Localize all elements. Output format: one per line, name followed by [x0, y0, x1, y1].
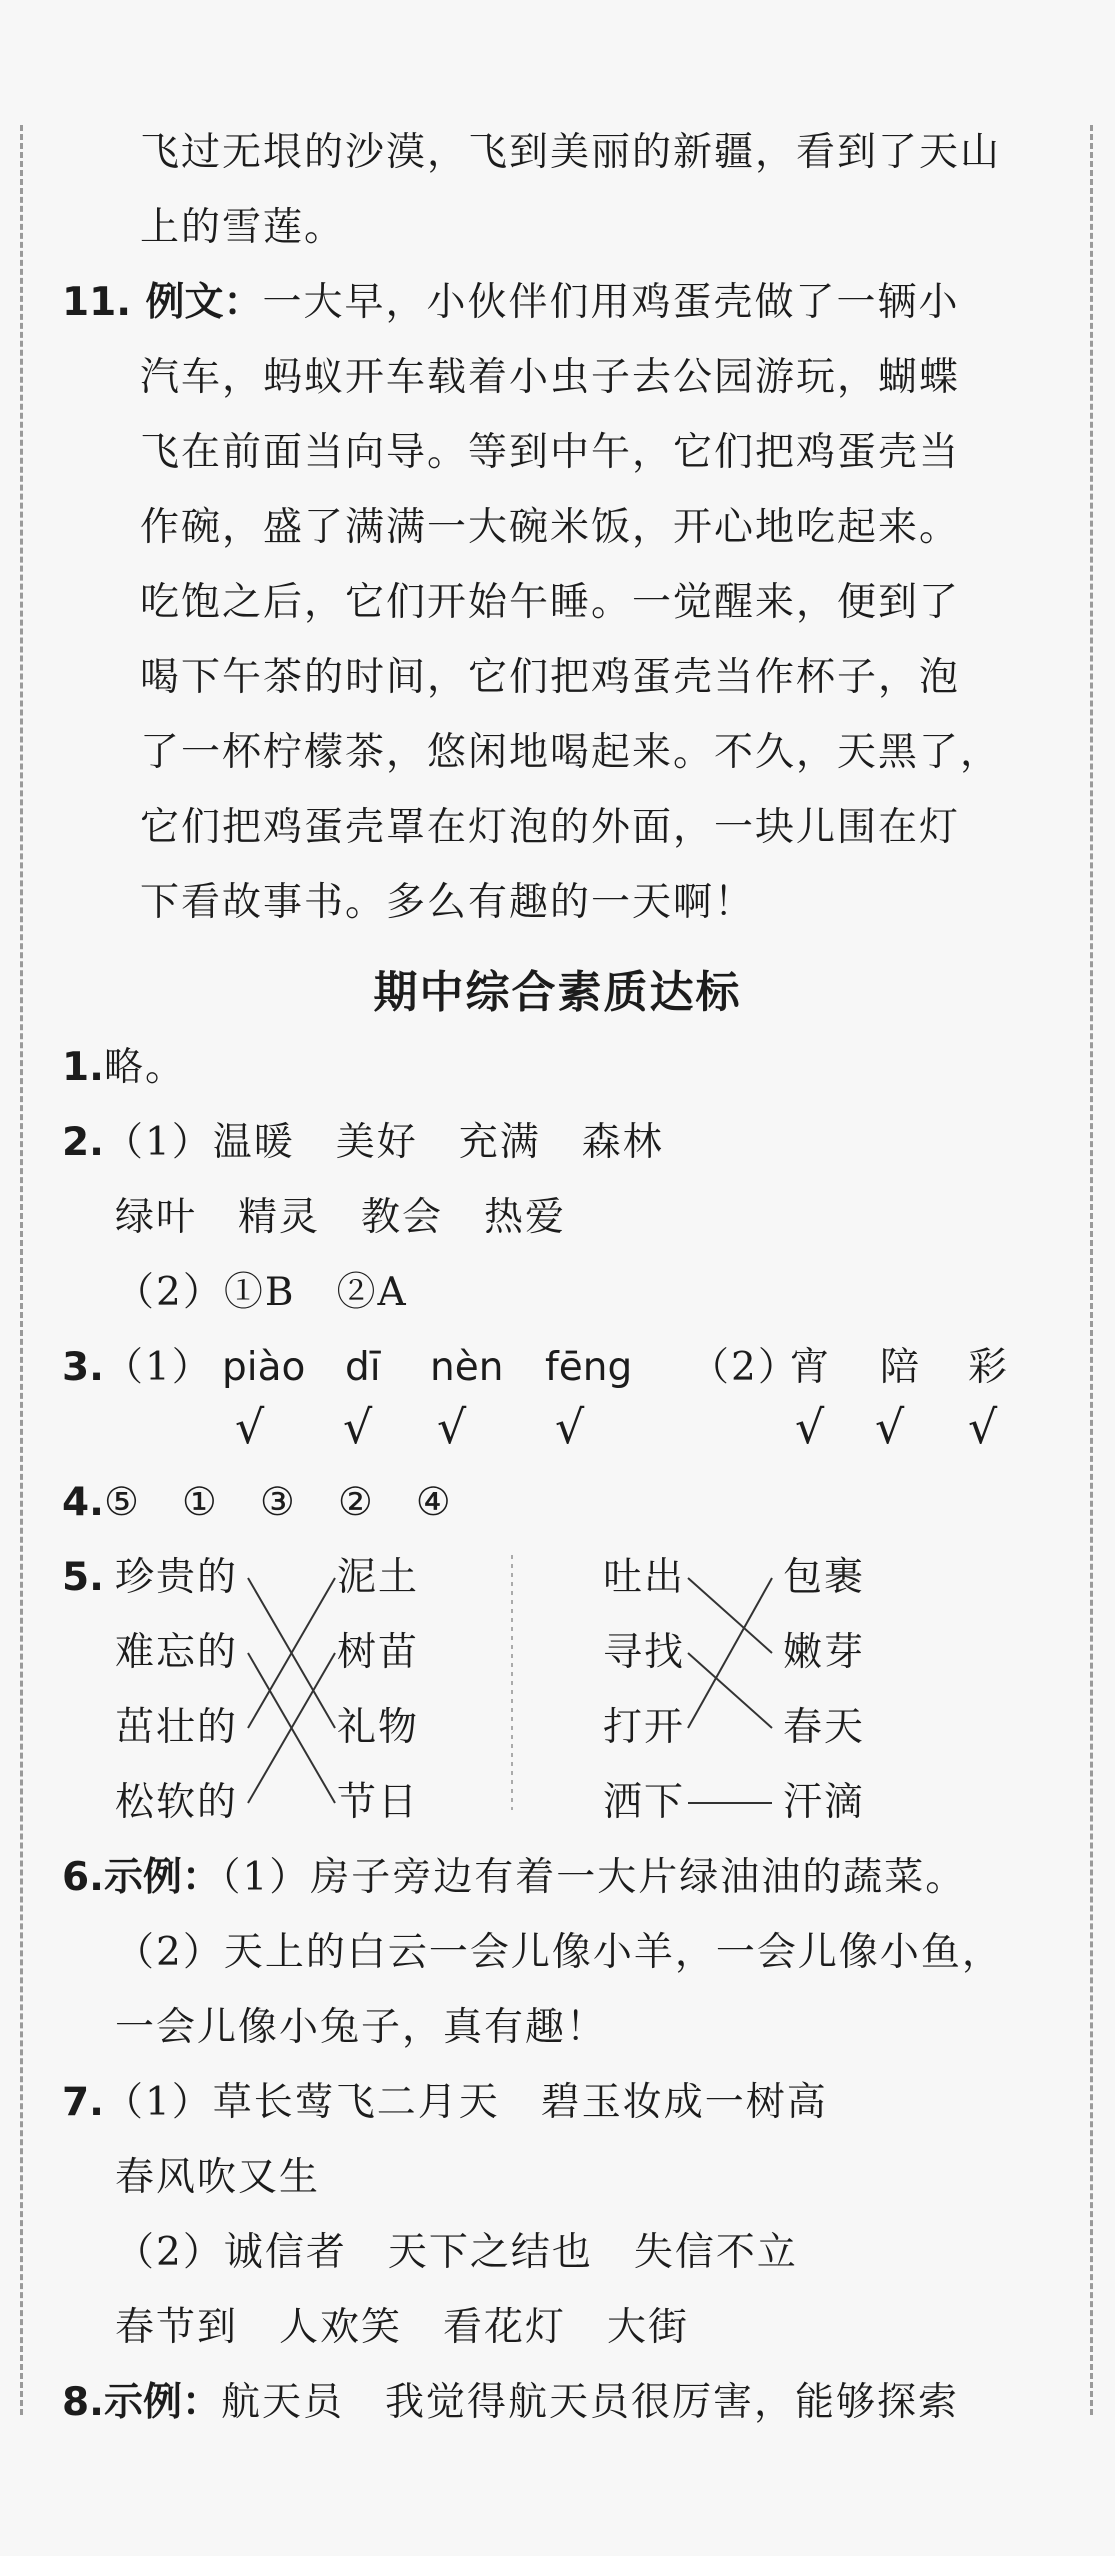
q8-number: 8.	[62, 2380, 104, 2425]
q6-number: 6.	[62, 1855, 104, 1900]
check-mark: √	[235, 1400, 265, 1454]
q4-number: 4.	[62, 1480, 104, 1525]
q11-line-3: 飞在前面当向导。等到中午，它们把鸡蛋壳当	[140, 430, 961, 475]
q2-line-3: （2）①B ②A	[115, 1270, 408, 1315]
q2-text-1: （1）温暖 美好 充满 森林	[103, 1120, 664, 1165]
q6-line-2: （2）天上的白云一会儿像小羊，一会儿像小鱼，	[115, 1930, 1003, 1975]
match-right2-2: 嫩芽	[783, 1630, 866, 1675]
q3-pinyin-2: dī	[345, 1345, 381, 1390]
check-mark: √	[795, 1400, 825, 1454]
q3-pinyin-4: fēng	[545, 1345, 633, 1390]
q3-part2: （2）	[690, 1345, 799, 1390]
q3-char-2: 陪	[880, 1345, 922, 1390]
q11-label: 例文：	[145, 280, 263, 325]
check-mark: √	[968, 1400, 998, 1454]
q5-number: 5.	[62, 1555, 104, 1600]
q11-text-1: 一大早，小伙伴们用鸡蛋壳做了一辆小	[262, 280, 960, 325]
match-left2-4: 洒下	[603, 1780, 686, 1825]
q3-number: 3.	[62, 1345, 104, 1390]
q11-line-4: 作碗，盛了满满一大碗米饭，开心地吃起来。	[140, 505, 961, 550]
match-right2-4: 汗滴	[783, 1780, 866, 1825]
match-line	[688, 1578, 772, 1653]
match-left-1: 珍贵的	[115, 1555, 239, 1600]
q6-line-1	[62, 1853, 966, 1903]
match-right-2: 树苗	[337, 1630, 420, 1675]
section-title: 期中综合素质达标	[373, 967, 742, 1018]
match-left2-1: 吐出	[603, 1555, 686, 1600]
q11-line-8: 它们把鸡蛋壳罩在灯泡的外面，一块儿围在灯	[140, 805, 961, 850]
match-right-3: 礼物	[337, 1705, 420, 1750]
q1-text: 略。	[103, 1045, 186, 1090]
q3-pinyin-1: piào	[222, 1345, 306, 1390]
q3-char-1: 宵	[790, 1345, 832, 1390]
q7-line-4: 春节到 人欢笑 看花灯 大街	[115, 2305, 690, 2350]
check-mark: √	[875, 1400, 905, 1454]
q8-line-1	[62, 2378, 959, 2428]
match-right2-1: 包裹	[783, 1555, 866, 1600]
match-line	[688, 1653, 772, 1728]
match-left-3: 茁壮的	[115, 1705, 239, 1750]
q7-text-1: （1）草长莺飞二月天 碧玉妆成一树高	[103, 2080, 828, 2125]
q8-label: 示例：	[103, 2380, 221, 2425]
continuation-line-2: 上的雪莲。	[140, 205, 346, 250]
q11-line-2: 汽车，蚂蚁开车载着小虫子去公园游玩，蝴蝶	[140, 355, 961, 400]
match-right-4: 节日	[337, 1780, 420, 1825]
q1-number: 1.	[62, 1045, 104, 1090]
match-line	[688, 1578, 772, 1728]
match-left-2: 难忘的	[115, 1630, 239, 1675]
q7-line-1	[62, 2078, 828, 2128]
q6-line-3: 一会儿像小兔子，真有趣！	[115, 2005, 608, 2050]
q11-line-6: 喝下午茶的时间，它们把鸡蛋壳当作杯子，泡	[140, 655, 961, 700]
q7-line-2: 春风吹又生	[115, 2155, 321, 2200]
q8-text: 航天员 我觉得航天员很厉害，能够探索	[220, 2380, 959, 2425]
q11-line-5: 吃饱之后，它们开始午睡。一觉醒来，便到了	[140, 580, 961, 625]
match-left2-3: 打开	[603, 1705, 686, 1750]
match-right2-3: 春天	[783, 1705, 866, 1750]
check-mark: √	[555, 1400, 585, 1454]
match-right-1: 泥土	[337, 1555, 420, 1600]
q4-text: ⑤ ① ③ ② ④	[103, 1480, 453, 1525]
check-mark: √	[343, 1400, 373, 1454]
q3-char-3: 彩	[968, 1345, 1010, 1390]
q3-part1: （1）	[103, 1345, 213, 1390]
q3-pinyin-3: nèn	[430, 1345, 504, 1390]
q7-number: 7.	[62, 2080, 104, 2125]
q11-number: 11.	[62, 280, 132, 325]
match-left2-2: 寻找	[603, 1630, 686, 1675]
q11-line-7: 了一杯柠檬茶，悠闲地喝起来。不久，天黑了，	[140, 730, 1002, 775]
q6-text-1: （1）房子旁边有着一大片绿油油的蔬菜。	[220, 1855, 967, 1900]
match-left-4: 松软的	[115, 1780, 239, 1825]
continuation-line-1: 飞过无垠的沙漠，飞到美丽的新疆，看到了天山	[140, 130, 1002, 175]
check-mark: √	[437, 1400, 467, 1454]
q2-number: 2.	[62, 1120, 104, 1165]
q2-line-2: 绿叶 精灵 教会 热爱	[115, 1195, 567, 1240]
q7-line-3: （2）诚信者 天下之结也 失信不立	[115, 2230, 798, 2275]
q6-label: 示例：	[103, 1855, 221, 1900]
q11-line-9: 下看故事书。多么有趣的一天啊！	[140, 880, 756, 925]
